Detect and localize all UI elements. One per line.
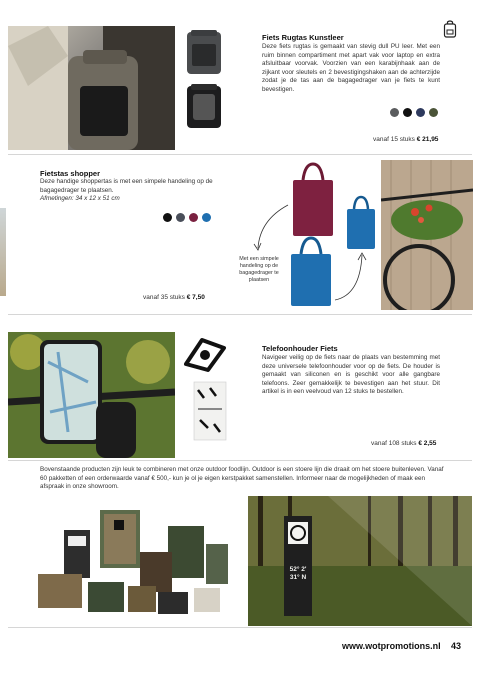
- product-title: Fiets Rugtas Kunstleer: [262, 33, 344, 42]
- price-line: [373, 136, 438, 143]
- sign-coordinates: [284, 566, 312, 581]
- intro-paragraph: Bovenstaande producten zijn leuk te combineren met onze outdoor foodlijn. Outdoor is een stoere lijn die draait om het stoere buitenleven. Vanaf 60 pakketten of een orderwaarde vanaf € 500,- kun je ol je eigen kerstpakket samenstellen. Informeer naar de mogelijkheden of maak een afspraak in onze showroom.: [40, 466, 444, 491]
- backpack-back-photo: [181, 82, 227, 132]
- price-prefix: vanaf 15 stuks: [373, 136, 415, 143]
- price-value: € 7,50: [186, 294, 205, 301]
- price-line: [143, 294, 205, 301]
- product-description: Navigeer veilig op de fiets naar de plaats van bestemming met deze universele telefoonhouder voor op de fiets. De houder is gemaakt van siliconen en is geschikt voor alle gangbare telefoons. Zeer gemakkelijk te bevestigen aan het stuur. Dit artikel is in een veelvoud van 12 stuks te bestellen.: [262, 354, 440, 396]
- backpack-front-photo: [181, 28, 227, 76]
- bike-backpack-photo: [8, 26, 175, 150]
- color-swatch: [429, 108, 438, 117]
- price-value: € 2,55: [418, 440, 437, 447]
- product-title: Fietstas shopper: [40, 169, 101, 178]
- price-prefix: vanaf 35 stuks: [143, 294, 185, 301]
- forest-sign-photo: [248, 496, 472, 626]
- divider: [8, 460, 472, 461]
- product-dimensions: Afmetingen: 34 x 12 x 51 cm: [40, 195, 120, 202]
- coordinate-line: 31° N: [289, 573, 307, 581]
- product-title: Telefoonhouder Fiets: [262, 344, 338, 353]
- product-description: Deze handige shoppertas is met een simpele handeling op de bagagedrager te plaatsen.: [40, 178, 213, 194]
- divider: [8, 154, 472, 155]
- bicycle-flowers-photo: [381, 160, 473, 310]
- callout-text: Met een simpele handeling op de bagagedrager te plaatsen: [239, 256, 279, 283]
- color-swatch: [416, 108, 425, 117]
- backpack-icon: [443, 20, 457, 38]
- color-swatch: [202, 213, 211, 222]
- beach-photo-edge: [0, 208, 6, 296]
- outdoor-food-products-photo: [8, 496, 244, 624]
- phone-holder-box-photo: [190, 380, 230, 442]
- website-url: www.wotpromotions.nl: [342, 641, 441, 651]
- divider: [8, 627, 472, 628]
- color-swatch: [403, 108, 412, 117]
- phone-holder-product-photo: [180, 334, 230, 374]
- page-number: 43: [451, 641, 462, 651]
- color-swatch: [189, 213, 198, 222]
- color-swatch: [163, 213, 172, 222]
- color-swatch: [390, 108, 399, 117]
- price-value: € 21,95: [416, 136, 439, 143]
- divider: [8, 314, 472, 315]
- price-prefix: vanaf 108 stuks: [371, 440, 417, 447]
- price-line: [371, 440, 436, 447]
- coordinate-line: 52° 2': [289, 566, 307, 573]
- color-swatch: [176, 213, 185, 222]
- callout-arrows: [250, 200, 370, 310]
- product-description: Deze fiets rugtas is gemaakt van stevig dull PU leer. Met een ruim binnen compartiment met apart vak voor laptop en extra afsluitbaar voorvak. Voorzien van een karabijnhaak aan de zijkant voor sleutels en 2 bevestigingshaken aan de achterzijde zodat je de tas aan de bagagedrager van je fiets te kunt bevestigen.: [262, 43, 440, 93]
- phone-holder-bike-photo: [8, 332, 175, 458]
